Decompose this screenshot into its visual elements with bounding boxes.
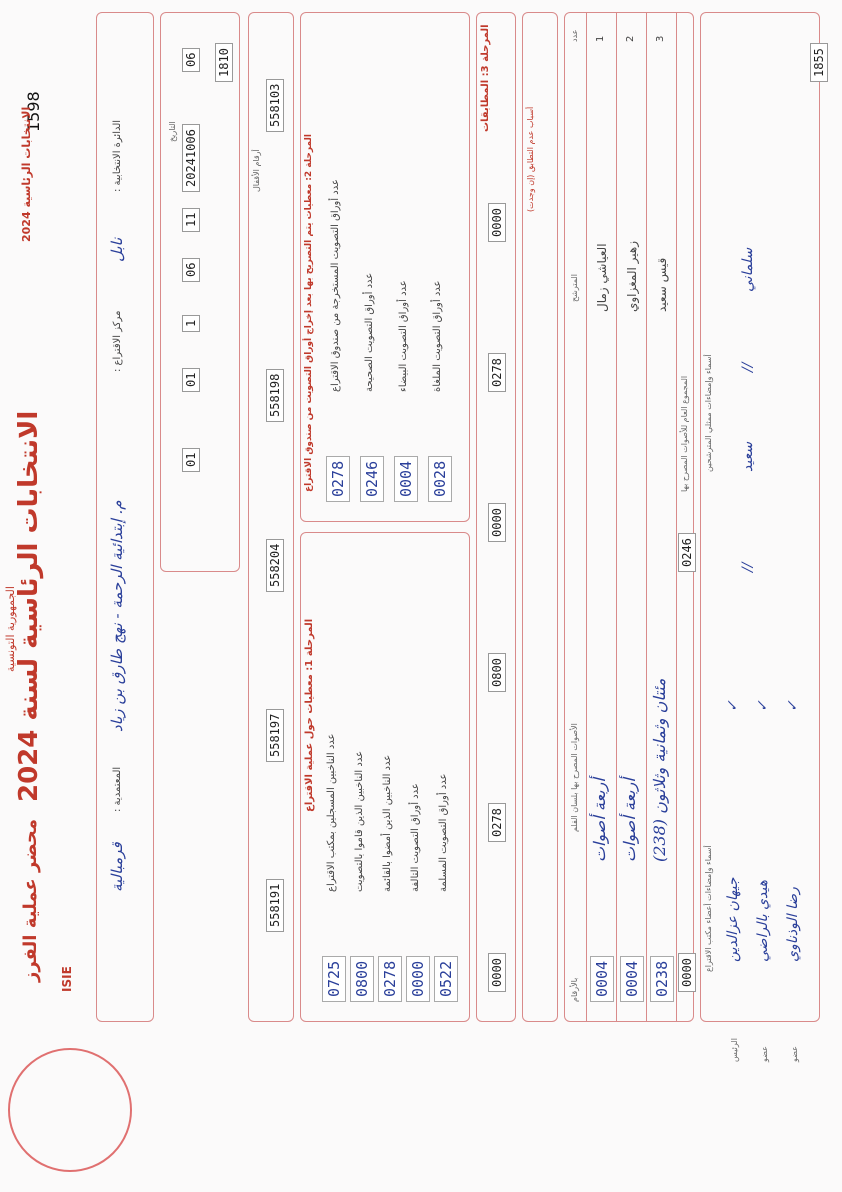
stage2-box [300, 12, 470, 522]
check-value: 0000 [678, 953, 696, 992]
stage2-row-3-label: عدد أوراق التصويت الملغاة [432, 280, 443, 392]
bottom-serial: 1855 [810, 43, 828, 82]
cand-row-1-name: زهير المغزاوي [625, 240, 639, 312]
stage2-row-2-label: عدد أوراق التصويت البيضاء [398, 280, 409, 392]
sig-row-2-sign: ✓ [785, 700, 801, 712]
governorate-label: الدائرة الانتخابية : [112, 119, 123, 192]
lock-2: 558204 [266, 539, 284, 592]
cand-row-0-num: 1 [595, 35, 606, 42]
stage1-row-0-label: عدد الناخبين المسجلين بمكتب الاقتراع [326, 733, 337, 892]
sig-row-2-role: عضو [790, 1046, 799, 1062]
cand-row-1-words: أربعة أصوات [620, 778, 639, 862]
stage3-row-0: 0000 [488, 953, 506, 992]
report-title: الانتخابات الرئاسية لسنة 2024 [14, 410, 44, 802]
cand-row-2-words: مئتان وثمانية وثلاثون (238) [650, 678, 669, 862]
cand-row-2-name: قيس سعيد [655, 257, 669, 312]
code-field-4: 01 [182, 368, 200, 392]
stage2-title: المرحلة 2: معطيات يتم التصريح بها بعد إخراج أوراق التصويت من صندوق الاقتراع [304, 133, 314, 492]
stage2-row-0-value: 0278 [326, 456, 350, 502]
signatures-box [700, 12, 820, 1022]
cand-row-2-num: 3 [655, 35, 666, 42]
cand-header-words: الأصوات المصرح بها بلسان القلم [570, 723, 579, 832]
total-value: 0246 [678, 533, 696, 572]
republic-label: الجمهورية التونسية [4, 586, 17, 672]
cand-header-num: عدد [570, 29, 579, 42]
stage3-row-5: 0000 [488, 203, 506, 242]
stage3-row-4: 0278 [488, 353, 506, 392]
stage3-title: المرحلة 3: المطابقات [480, 24, 491, 132]
rep-0-sign: // [740, 562, 756, 572]
lock-4: 558103 [266, 79, 284, 132]
sig-row-0-sign: ✓ [725, 700, 741, 712]
stage2-row-0-label: عدد أوراق التصويت المستخرجة من صندوق الاقتراع [330, 179, 341, 392]
rep-0-name: سعيد [740, 441, 756, 472]
cand-row-2-digits: 0238 [650, 956, 674, 1002]
members-title: أسماء وإمضاءات أعضاء مكتب الاقتراع [704, 845, 713, 972]
stage1-title: المرحلة 1: معطيات حول عملية الاقتراع [304, 618, 315, 812]
stage2-row-1-value: 0246 [360, 456, 384, 502]
municipality-value: قرمبالية [108, 842, 126, 892]
codes-box [160, 12, 240, 572]
date-label: التاريخ [168, 121, 177, 142]
code-field-2: 06 [182, 258, 200, 282]
center-value: م. إبتدائية الرحمة - نهج طارق بن زياد [108, 500, 126, 732]
cand-header-name: المترشح [570, 274, 579, 302]
sig-row-1-sign: ✓ [755, 700, 771, 712]
isie-logo: ISIE [60, 966, 74, 992]
code-field-0: 06 [182, 48, 200, 72]
official-seal [8, 1048, 132, 1172]
candidates-box [564, 12, 694, 1022]
stage3-row-2: 0800 [488, 653, 506, 692]
stage2-row-1-label: عدد أوراق التصويت الصحيحة [364, 272, 375, 392]
code-field-5: 01 [182, 448, 200, 472]
sig-row-2-name: رضا الوذناوي [785, 887, 801, 962]
stage1-row-1-value: 0800 [350, 956, 374, 1002]
stage3-row-3: 0000 [488, 503, 506, 542]
stage1-row-2-value: 0278 [378, 956, 402, 1002]
stage1-row-0-value: 0725 [322, 956, 346, 1002]
stage1-row-4-value: 0522 [434, 956, 458, 1002]
center-label: مركز الاقتراع : [112, 310, 123, 372]
stage1-row-4-label: عدد أوراق التصويت المسلمة [438, 773, 449, 892]
cand-row-0-words: أربعة أصوات [590, 778, 609, 862]
top-serial: 1810 [215, 43, 233, 82]
sig-row-0-name: جيهان عزالدين [725, 877, 741, 962]
code-field-1: 11 [182, 208, 200, 232]
stage1-row-3-value: 0000 [406, 956, 430, 1002]
stage3-row-1: 0278 [488, 803, 506, 842]
date-value: 20241006 [182, 124, 200, 192]
sig-row-1-role: عضو [760, 1046, 769, 1062]
cand-row-0-name: العياشي زمال [595, 243, 609, 312]
rep-1-sign: // [740, 362, 756, 372]
doc-title: محضر عملية الفرز [20, 818, 41, 982]
reps-title: أسماء وإمضاءات ممثلي المترشحين [704, 354, 713, 472]
stage2-row-3-value: 0028 [428, 456, 452, 502]
cand-row-1-num: 2 [625, 35, 636, 42]
code-field-3: 1 [182, 315, 200, 332]
notes-label: أسباب عدم التطابق (إن وجدت) [526, 106, 535, 212]
locks-label: أرقام الأقفال [252, 149, 261, 192]
stage1-row-2-label: عدد الناخبين الذين أمضوا بالقائمة [382, 754, 393, 892]
cand-row-0-digits: 0004 [590, 956, 614, 1002]
stage2-row-2-value: 0004 [394, 456, 418, 502]
election-logo: الانتخابات الرئاسية 2024 [20, 106, 33, 242]
total-label: المجموع العام للأصوات المصرح بها [680, 375, 689, 492]
lock-1: 558197 [266, 709, 284, 762]
municipality-label: المعتمدية : [112, 766, 123, 812]
cand-row-1-digits: 0004 [620, 956, 644, 1002]
stage1-row-3-label: عدد أوراق التصويت التالفة [410, 783, 421, 892]
sig-row-0-role: الرئيس [730, 1038, 739, 1062]
cand-header-digits: بالأرقام [570, 977, 579, 1002]
stage1-row-1-label: عدد الناخبين الذين قاموا بالتصويت [354, 750, 365, 892]
lock-3: 558198 [266, 369, 284, 422]
rep-1-name: سلماني [740, 247, 756, 292]
serial-number: 1598 [24, 91, 43, 132]
lock-0: 558191 [266, 879, 284, 932]
sig-row-1-name: هيدي بالراضي [755, 880, 771, 962]
governorate-value: نابل [108, 237, 126, 262]
